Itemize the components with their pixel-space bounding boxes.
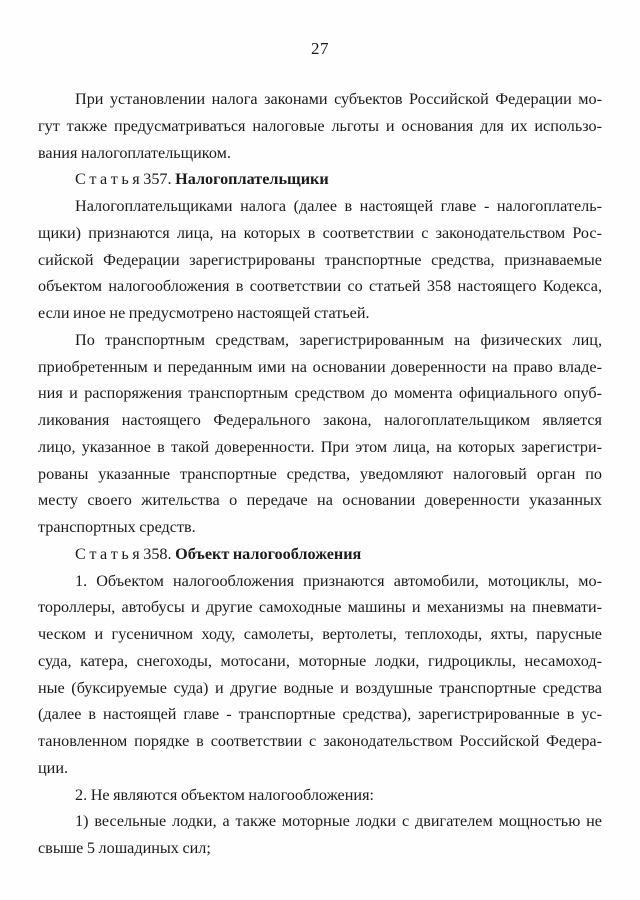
text-line: свыше 5 лошадиных сил; (38, 839, 211, 857)
text-line: вания налогоплательщиком. (38, 143, 231, 162)
text-line: объектом налогообложения в соответствии со статьей 358 настоящего Кодекса, (38, 277, 602, 296)
text-line: если иное не предусмотрено настоящей статьей. (38, 304, 370, 322)
article-heading (38, 541, 602, 568)
text-line: По транспортным средствам, зарегистрированным на физических лиц, (75, 330, 602, 349)
text-line: ческом и гусеничном ходу, самолеты, вертолеты, теплоходы, яхты, парусные (38, 625, 602, 643)
article-heading-title: Объект налогообложения (175, 544, 362, 563)
text-line: 1. Объектом налогообложения признаются автомобили, мотоциклы, мо- (75, 571, 602, 590)
text-line: 2. Не являются объектом налогообложения: (75, 785, 375, 804)
text-line: транспортных средств. (38, 518, 196, 536)
article-heading-title: Налогоплательщики (175, 170, 329, 189)
text-line: лицо, указанное в такой доверенности. При этом лица, на которых зарегистри- (38, 437, 602, 456)
text-line: ликования настоящего Федерального закона, налогоплательщиком является (38, 411, 602, 429)
text-line: (далее в настоящей главе - транспортные средства), зарегистрированные в ус- (38, 705, 602, 724)
text-line: ния и распоряжения транспортным средством до момента официального опуб- (38, 384, 602, 403)
article-heading-prefix: С т а т ь я 357. (75, 170, 176, 189)
text-line: 1) весельные лодки, а также моторные лодки с двигателем мощностью не (75, 812, 602, 831)
text-line: тановленном порядке в соответствии с законодательством Российской Федера- (38, 732, 602, 750)
text-line: ции. (38, 758, 69, 777)
document-text (38, 86, 602, 862)
text-line: Налогоплательщиками налога (далее в настоящей главе - налогоплатель- (75, 197, 602, 215)
text-line: рованы указанные транспортные средства, уведомляют налоговый орган по (38, 464, 602, 483)
page-number: 27 (311, 39, 329, 58)
article-heading (38, 166, 602, 193)
text-line: суда, катера, снегоходы, мотосани, моторные лодки, гидроциклы, несамоход- (38, 651, 602, 670)
text-line: сийской Федерации зарегистрированы транспортные средства, признаваемые (38, 250, 602, 269)
text-line: месту своего жительства о передаче на основании доверенности указанных (38, 491, 602, 510)
text-line: щики) признаются лица, на которых в соответствии с законодательством Рос- (38, 223, 602, 242)
article-heading-prefix: С т а т ь я 358. (75, 544, 176, 563)
text-line: тороллеры, автобусы и другие самоходные машины и механизмы на пневмати- (38, 598, 602, 617)
text-line: ные (буксируемые суда) и другие водные и воздушные транспортные средства (38, 678, 602, 697)
text-line: приобретенным и переданным ими на основании доверенности на право владе- (38, 357, 602, 376)
text-line: При установлении налога законами субъектов Российской Федерации мо- (75, 90, 602, 108)
text-line: гут также предусматриваться налоговые льготы и основания для их использо- (38, 116, 602, 135)
